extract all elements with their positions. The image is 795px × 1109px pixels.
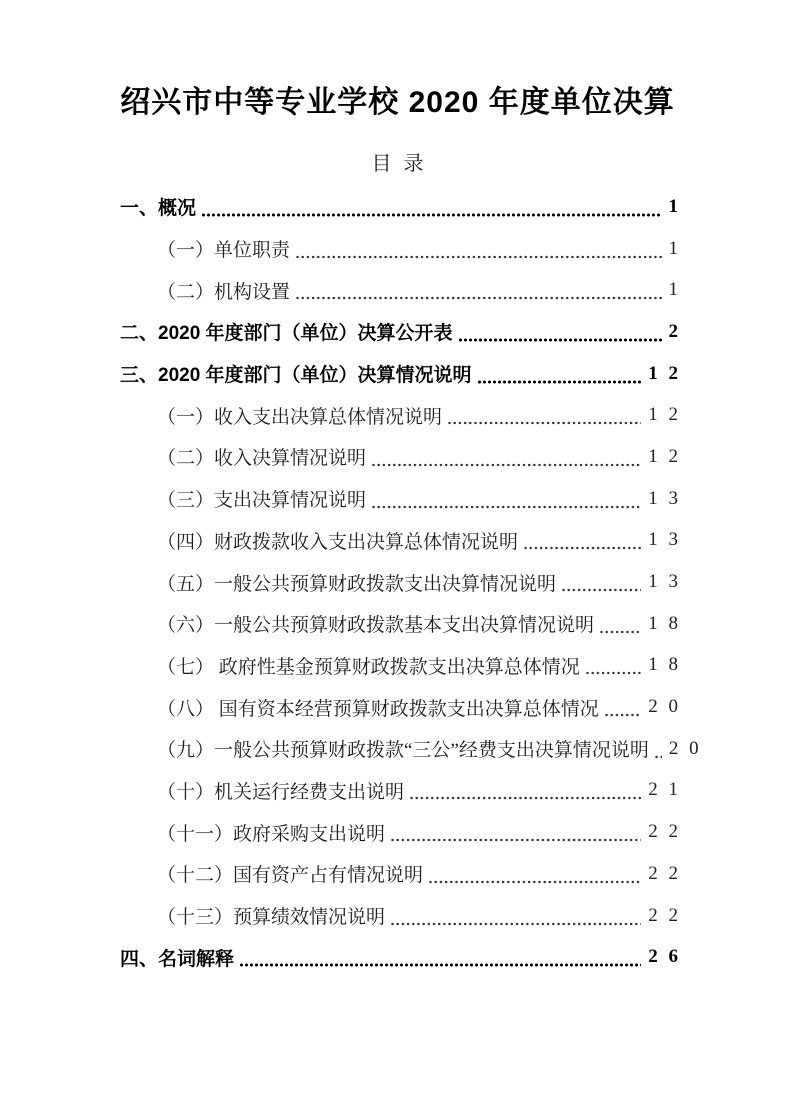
toc-entry-label: （二）机构设置 bbox=[157, 281, 291, 303]
toc-entry bbox=[120, 561, 681, 603]
toc-entry-label: （四）财政拨款收入支出决算总体情况说明 bbox=[157, 531, 519, 553]
toc-entry-page: 1 bbox=[668, 279, 681, 301]
toc-entry bbox=[120, 770, 681, 812]
toc-entry-page: 2 6 bbox=[648, 946, 681, 968]
toc-entry-label: 四、名词解释 bbox=[120, 948, 235, 970]
toc-entry-label: （十一）政府采购支出说明 bbox=[157, 823, 386, 845]
toc-entry bbox=[120, 936, 681, 978]
toc-entry-page: 1 bbox=[668, 237, 681, 259]
dot-leader bbox=[390, 922, 641, 926]
toc-entry-label: （六）一般公共预算财政拨款基本支出决算情况说明 bbox=[157, 615, 595, 637]
dot-leader bbox=[654, 755, 662, 759]
toc-entry-page: 1 8 bbox=[648, 654, 681, 676]
toc-entry bbox=[120, 478, 681, 520]
toc-entry-page: 1 bbox=[668, 195, 681, 217]
toc-heading: 目录 bbox=[371, 153, 436, 175]
toc-entry-page: 2 2 bbox=[648, 862, 681, 884]
dot-leader bbox=[599, 630, 641, 634]
dot-leader bbox=[295, 296, 661, 300]
toc-entry bbox=[120, 520, 681, 562]
dot-leader bbox=[371, 463, 641, 467]
document-title: 绍兴市中等专业学校 2020 年度单位决算 bbox=[120, 86, 675, 119]
toc-entry-page: 2 0 bbox=[668, 737, 702, 759]
toc-entry-page: 2 2 bbox=[648, 821, 681, 843]
dot-leader bbox=[477, 380, 642, 384]
dot-leader bbox=[447, 421, 641, 425]
dot-leader bbox=[201, 213, 661, 217]
dot-leader bbox=[428, 880, 641, 884]
dot-leader bbox=[458, 338, 662, 342]
toc-entry bbox=[120, 394, 681, 436]
toc-entry-label: （七） 政府性基金预算财政拨款支出决算总体情况 bbox=[157, 656, 580, 678]
toc-entry bbox=[120, 686, 681, 728]
toc-entry-label: （十三）预算绩效情况说明 bbox=[157, 907, 386, 929]
toc-entry bbox=[120, 645, 681, 687]
toc-entry-label: （五）一般公共预算财政拨款支出决算情况说明 bbox=[157, 573, 557, 595]
dot-leader bbox=[239, 963, 641, 967]
toc-entry-label: 二、2020 年度部门（单位）决算公开表 bbox=[120, 323, 453, 345]
toc-entry-page: 2 bbox=[668, 320, 681, 342]
toc-entry bbox=[120, 811, 681, 853]
toc-entry bbox=[120, 228, 681, 270]
toc-entry bbox=[120, 436, 681, 478]
toc-entry-label: （一）收入支出决算总体情况说明 bbox=[157, 406, 443, 428]
dot-leader bbox=[409, 796, 641, 800]
dot-leader bbox=[523, 546, 641, 550]
toc-entry-label: （三）支出决算情况说明 bbox=[157, 490, 367, 512]
toc-entry bbox=[120, 269, 681, 311]
toc-entry bbox=[120, 311, 681, 353]
toc-entry bbox=[120, 728, 702, 770]
toc-entry-label: （一）单位职责 bbox=[157, 240, 291, 262]
toc-entry bbox=[120, 186, 681, 228]
toc-entry-page: 1 2 bbox=[648, 445, 681, 467]
toc-entry-page: 2 0 bbox=[648, 696, 681, 718]
toc-entry-label: （八） 国有资本经营预算财政拨款支出决算总体情况 bbox=[157, 698, 599, 720]
toc-entry-page: 1 3 bbox=[648, 571, 681, 593]
toc-entry-page: 2 1 bbox=[648, 779, 681, 801]
dot-leader bbox=[604, 713, 641, 717]
dot-leader bbox=[390, 838, 641, 842]
dot-leader bbox=[295, 255, 661, 259]
toc-entry bbox=[120, 853, 681, 895]
toc-entry-page: 1 3 bbox=[648, 487, 681, 509]
toc-entry-page: 1 2 bbox=[648, 404, 681, 426]
toc-entry-label: （九）一般公共预算财政拨款“三公”经费支出决算情况说明 bbox=[157, 740, 649, 762]
dot-leader bbox=[585, 671, 641, 675]
toc-entry-label: （十二）国有资产占有情况说明 bbox=[157, 865, 424, 887]
toc-entry-page: 1 2 bbox=[648, 362, 681, 384]
toc-entry bbox=[120, 895, 681, 937]
toc-entry-page: 1 8 bbox=[648, 612, 681, 634]
toc-entry-label: （二）收入决算情况说明 bbox=[157, 448, 367, 470]
toc-entry bbox=[120, 353, 681, 395]
toc-entry-page: 2 2 bbox=[648, 904, 681, 926]
toc-entry-page: 1 3 bbox=[648, 529, 681, 551]
toc-entry bbox=[120, 603, 681, 645]
toc-entry-label: 一、概况 bbox=[120, 198, 197, 220]
toc-entry-label: （十）机关运行经费支出说明 bbox=[157, 781, 405, 803]
toc-entry-label: 三、2020 年度部门（单位）决算情况说明 bbox=[120, 365, 472, 387]
toc-list bbox=[120, 186, 702, 978]
dot-leader bbox=[371, 505, 641, 509]
dot-leader bbox=[561, 588, 641, 592]
